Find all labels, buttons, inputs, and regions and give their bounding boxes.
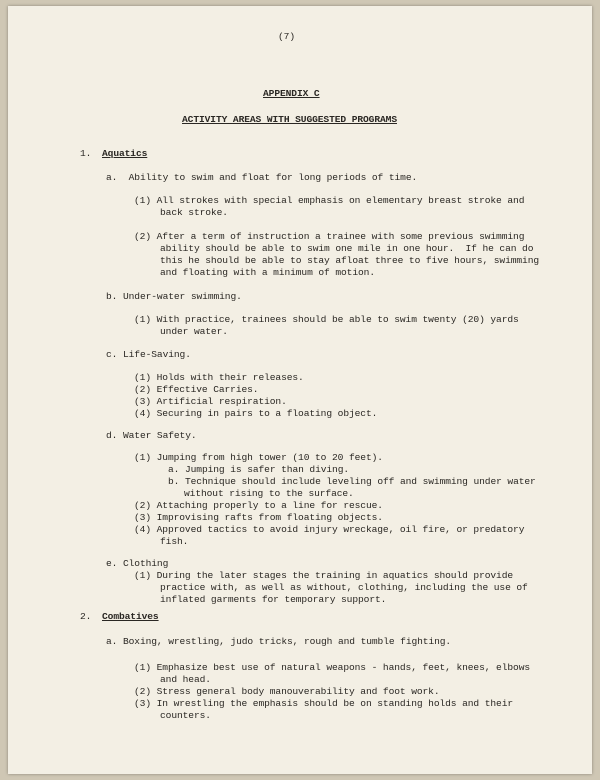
page-number: (7) bbox=[278, 31, 295, 42]
aquatics-c-item1: (1) Holds with their releases. bbox=[134, 372, 304, 383]
aquatics-c-heading: c. Life-Saving. bbox=[106, 349, 191, 360]
section-title-combatives: Combatives bbox=[102, 611, 159, 622]
aquatics-a-heading: a. Ability to swim and float for long periods of time. bbox=[106, 172, 418, 183]
section-number-combatives: 2. bbox=[80, 611, 92, 622]
aquatics-e-item1-line3: inflated garments for temporary support. bbox=[160, 594, 387, 605]
appendix-title: APPENDIX C bbox=[263, 88, 320, 99]
section-number-aquatics: 1. bbox=[80, 148, 92, 159]
aquatics-d-item1: (1) Jumping from high tower (10 to 20 feet). bbox=[134, 452, 383, 463]
aquatics-d-item4-line2: fish. bbox=[160, 536, 189, 547]
document-page bbox=[8, 6, 592, 774]
aquatics-e-item1-line1: (1) During the later stages the training in aquatics should provide bbox=[134, 570, 514, 581]
aquatics-d-heading: d. Water Safety. bbox=[106, 430, 197, 441]
aquatics-a-item2-line2: ability should be able to swim one mile in one hour. If he can do bbox=[160, 243, 534, 254]
aquatics-d-item1-sub-b-cont: without rising to the surface. bbox=[184, 488, 354, 499]
aquatics-c-item4: (4) Securing in pairs to a floating object. bbox=[134, 408, 378, 419]
aquatics-d-item4-line1: (4) Approved tactics to avoid injury wreckage, oil fire, or predatory bbox=[134, 524, 525, 535]
aquatics-a-item2-line1: (2) After a term of instruction a trainee with some previous swimming bbox=[134, 231, 525, 242]
combatives-a-item3-line1: (3) In wrestling the emphasis should be on standing holds and their bbox=[134, 698, 514, 709]
combatives-a-item3-line2: counters. bbox=[160, 710, 211, 721]
aquatics-a-item2-line4: and floating with a minimum of motion. bbox=[160, 267, 375, 278]
aquatics-e-heading: e. Clothing bbox=[106, 558, 169, 569]
combatives-a-item1-line1: (1) Emphasize best use of natural weapons - hands, feet, knees, elbows bbox=[134, 662, 531, 673]
aquatics-b-item1-line2: under water. bbox=[160, 326, 228, 337]
aquatics-b-item1-line1: (1) With practice, trainees should be able to swim twenty (20) yards bbox=[134, 314, 519, 325]
appendix-subtitle: ACTIVITY AREAS WITH SUGGESTED PROGRAMS bbox=[182, 114, 397, 125]
aquatics-a-item2-line3: this he should be able to stay afloat three to five hours, swimming bbox=[160, 255, 540, 266]
aquatics-e-item1-line2: practice with, as well as without, clothing, including the use of bbox=[160, 582, 528, 593]
aquatics-a-item1-line1: (1) All strokes with special emphasis on elementary breast stroke and bbox=[134, 195, 525, 206]
aquatics-b-heading: b. Under-water swimming. bbox=[106, 291, 242, 302]
section-title-aquatics: Aquatics bbox=[102, 148, 148, 159]
aquatics-c-item2: (2) Effective Carries. bbox=[134, 384, 259, 395]
aquatics-d-item2: (2) Attaching properly to a line for rescue. bbox=[134, 500, 383, 511]
aquatics-d-item3: (3) Improvising rafts from floating objects. bbox=[134, 512, 383, 523]
aquatics-c-item3: (3) Artificial respiration. bbox=[134, 396, 287, 407]
combatives-a-item1-line2: and head. bbox=[160, 674, 211, 685]
combatives-a-heading: a. Boxing, wrestling, judo tricks, rough and tumble fighting. bbox=[106, 636, 452, 647]
aquatics-d-item1-sub-a: a. Jumping is safer than diving. bbox=[168, 464, 350, 475]
aquatics-a-item1-line2: back stroke. bbox=[160, 207, 228, 218]
combatives-a-item2: (2) Stress general body manouverability and foot work. bbox=[134, 686, 440, 697]
aquatics-d-item1-sub-b: b. Technique should include leveling off and swimming under water bbox=[168, 476, 536, 487]
